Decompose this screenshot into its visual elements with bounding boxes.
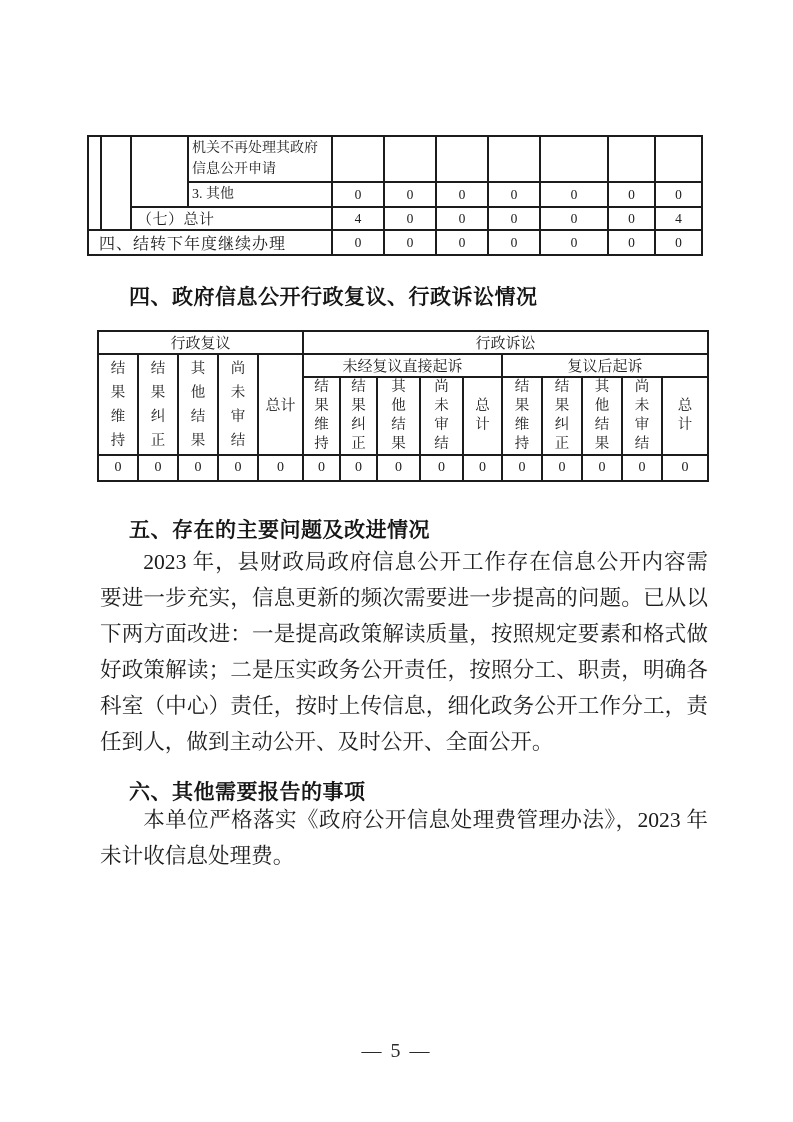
value-cell: 0 — [138, 455, 178, 481]
value-cell: 0 — [436, 207, 488, 230]
group-header-cell: 行政诉讼 — [303, 331, 708, 354]
value-cell: 0 — [332, 182, 384, 207]
group-header-cell: 行政复议 — [98, 331, 303, 354]
value-cell: 0 — [436, 230, 488, 255]
column-header-cell — [502, 377, 542, 455]
column-header-text: 结果维持 — [110, 360, 126, 449]
value-cell: 0 — [420, 455, 463, 481]
column-header-text: 结果纠正 — [351, 379, 366, 452]
value-cell: 0 — [608, 207, 655, 230]
value-cell: 0 — [377, 455, 420, 481]
empty-cell — [88, 136, 101, 230]
value-cell: 0 — [502, 455, 542, 481]
column-header-cell — [582, 377, 622, 455]
column-header-text: 总计 — [677, 398, 693, 433]
value-cell: 0 — [488, 182, 540, 207]
empty-cell — [488, 136, 540, 182]
table-row — [98, 331, 708, 354]
column-header-cell: 总计 — [258, 354, 303, 455]
column-header-text: 尚未审结 — [230, 360, 246, 449]
value-cell: 0 — [655, 230, 702, 255]
table-row — [88, 230, 702, 255]
empty-cell — [608, 136, 655, 182]
value-cell: 0 — [332, 230, 384, 255]
value-cell: 0 — [608, 230, 655, 255]
value-cell: 0 — [488, 230, 540, 255]
value-cell: 0 — [608, 182, 655, 207]
value-cell: 0 — [384, 182, 436, 207]
value-cell: 0 — [340, 455, 377, 481]
table-row — [88, 207, 702, 230]
column-header-text: 尚未审结 — [434, 379, 449, 452]
row-label-cell: （七）总计 — [131, 207, 332, 230]
column-header-text: 尚未审结 — [634, 379, 650, 452]
value-cell: 0 — [540, 207, 608, 230]
value-cell: 0 — [303, 455, 340, 481]
empty-cell — [540, 136, 608, 182]
review-lawsuit-table — [97, 330, 709, 482]
empty-cell — [436, 136, 488, 182]
table-row — [88, 136, 702, 182]
row-label-cell: 四、结转下年度继续办理 — [88, 230, 332, 255]
value-cell: 0 — [98, 455, 138, 481]
row-label-cell: 机关不再处理其政府信息公开申请 — [188, 136, 332, 182]
column-header-text: 其他结果 — [190, 360, 206, 449]
value-cell: 0 — [258, 455, 303, 481]
column-header-cell — [377, 377, 420, 455]
column-header-text: 结果纠正 — [150, 360, 166, 449]
column-header-cell — [463, 377, 502, 455]
sub-group-header-cell: 未经复议直接起诉 — [303, 354, 502, 377]
column-header-cell — [542, 377, 582, 455]
sub-group-header-cell: 复议后起诉 — [502, 354, 708, 377]
empty-cell — [131, 136, 188, 207]
value-cell: 0 — [436, 182, 488, 207]
column-header-cell — [138, 354, 178, 455]
value-cell: 0 — [662, 455, 708, 481]
column-header-cell — [340, 377, 377, 455]
empty-cell — [655, 136, 702, 182]
column-header-text: 总计 — [475, 398, 490, 433]
value-cell: 0 — [218, 455, 258, 481]
table-row — [98, 455, 708, 481]
value-cell: 0 — [384, 230, 436, 255]
column-header-cell — [178, 354, 218, 455]
section6-paragraph: 本单位严格落实《政府公开信息处理费管理办法》，2023 年未计收信息处理费。 — [100, 808, 708, 868]
page-number-footer: — 5 — — [361, 1040, 432, 1062]
column-header-cell — [303, 377, 340, 455]
column-header-text: 结果纠正 — [554, 379, 570, 452]
value-cell: 4 — [332, 207, 384, 230]
value-cell: 0 — [542, 455, 582, 481]
value-cell: 0 — [488, 207, 540, 230]
value-cell: 0 — [540, 230, 608, 255]
value-cell: 0 — [540, 182, 608, 207]
section5-paragraph: 2023 年，县财政局政府信息公开工作存在信息公开内容需要进一步充实，信息更新的频次需要进一步提高的问题。已从以下两方面改进：一是提高政策解读质量，按照规定要素和格式做好政策解读；二是压实政务公开责任，按照分工、职责，明确各科室（中心）责任，按时上传信息，细化政务公开工作分工，责任到人，做到主动公开、及时公开、全面公开。 — [100, 550, 708, 754]
table-row — [98, 354, 708, 377]
value-cell: 0 — [582, 455, 622, 481]
section6-heading: 六、其他需要报告的事项 — [129, 781, 366, 804]
empty-cell — [384, 136, 436, 182]
section4-heading: 四、政府信息公开行政复议、行政诉讼情况 — [129, 286, 538, 309]
value-cell: 0 — [178, 455, 218, 481]
empty-cell — [101, 136, 131, 230]
section5-heading: 五、存在的主要问题及改进情况 — [129, 519, 430, 542]
column-header-text: 结果维持 — [514, 379, 530, 452]
value-cell: 0 — [622, 455, 662, 481]
column-header-cell — [420, 377, 463, 455]
value-cell: 0 — [655, 182, 702, 207]
column-header-text: 其他结果 — [391, 379, 406, 452]
column-header-cell — [218, 354, 258, 455]
carryover-table-fragment — [87, 135, 703, 256]
row-label-cell: 3. 其他 — [188, 182, 332, 207]
column-header-cell — [662, 377, 708, 455]
column-header-text: 结果维持 — [314, 379, 329, 452]
value-cell: 0 — [463, 455, 502, 481]
empty-cell — [332, 136, 384, 182]
column-header-cell — [622, 377, 662, 455]
column-header-cell — [98, 354, 138, 455]
value-cell: 0 — [384, 207, 436, 230]
column-header-text: 其他结果 — [594, 379, 610, 452]
value-cell: 4 — [655, 207, 702, 230]
